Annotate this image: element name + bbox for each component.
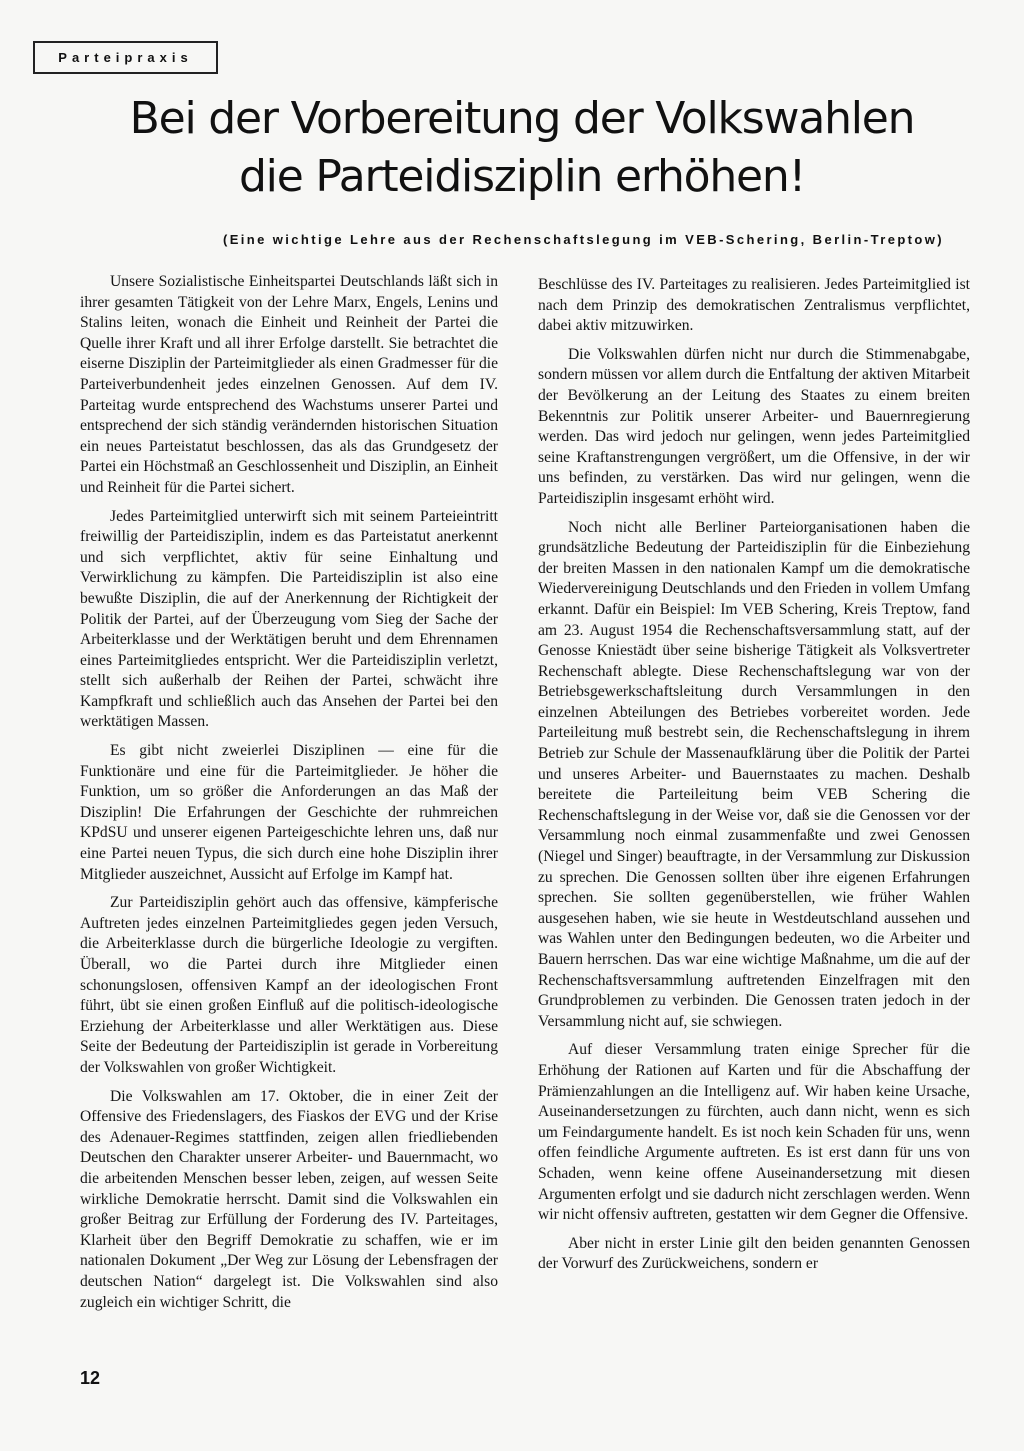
- title-line-1: Bei der Vorbereitung der Volkswahlen: [129, 93, 915, 144]
- paragraph: Beschlüsse des IV. Parteitages zu realisieren. Jedes Parteimitglied ist nach dem Prinzip des demokratischen Zentralismus verpflichtet, dabei aktiv mitzuwirken.: [538, 276, 970, 335]
- right-column: [538, 275, 970, 1283]
- article-subtitle: (Eine wichtige Lehre aus der Rechenschaftslegung im VEB-Schering, Berlin-Treptow): [222, 232, 944, 247]
- section-label: Parteipraxis: [33, 41, 218, 74]
- paragraph: Noch nicht alle Berliner Parteiorganisationen haben die grundsätzliche Bedeutung der Parteidisziplin für die Einbeziehung der breiten Massen in den nationalen Kampf um die demokratische Wiedervereinigung Deutschlands und den Frieden in vollem Umfang erkannt. Dafür ein Beispiel: Im VEB Schering, Kreis Treptow, fand am 23. August 1954 die Rechenschaftsversammlung statt, auf der Genosse Kniestädt über seine bisherige Tätigkeit als Volksvertreter Rechenschaft ablegte. Diese Rechenschaftslegung war von der Betriebsgewerkschaftsleitung durch Versammlungen in den einzelnen Abteilungen des Betriebes vorbereitet worden. Jede Parteileitung muß bestrebt sein, die Rechenschaftslegung in ihrem Betrieb zur Schule der Massenaufklärung über die Politik der Partei und unseres Arbeiter- und Bauernstaates zu machen. Deshalb bereitete die Parteileitung beim VEB Schering die Rechenschaftslegung in der Weise vor, daß sie die Genossen vor der Versammlung noch einmal zusammenfaßte und zwei Genossen (Niegel und Singer) beauftragte, in der Versammlung zur Diskussion zu sprechen. Die Genossen sollten über ihre eigenen Erfahrungen sprechen. Sie sollten gegenüberstellen, wie früher Wahlen ausgesehen haben, wie sie heute in Westdeutschland aussehen und was Wahlen unter den Bedingungen bedeuten, wo die Arbeiter und Bauern herrschen. Das war eine wichtige Maßnahme, um die auf der Rechenschaftsversammlung auftretenden Einzelfragen mit den Grundproblemen zu verbinden. Die Genossen traten jedoch in der Versammlung nicht auf, sie schwiegen.: [538, 518, 970, 1030]
- article-title: [60, 90, 984, 206]
- paragraph: Es gibt nicht zweierlei Disziplinen — eine für die Funktionäre und eine für die Parteimitglieder. Je höher die Funktion, um so größer die Anforderungen an das Maß der Disziplin! Die Erfahrungen der Geschichte der ruhmreichen KPdSU und unserer eigenen Parteigeschichte lehren uns, daß nur eine Partei neuen Typus, die sich durch eine hohe Disziplin ihrer Mitglieder auszeichnet, Aussicht auf Erfolge im Kampf hat.: [80, 742, 498, 883]
- paragraph: Die Volkswahlen dürfen nicht nur durch die Stimmenabgabe, sondern müssen vor allem durch die Entfaltung der aktiven Mitarbeit der Bevölkerung an der Leitung des Staates zu einem breiten Bekenntnis zur Politik unserer Arbeiter- und Bauernregierung werden. Das wird jedoch nur gelingen, wenn jedes Parteimitglied seine Kraftanstrengungen vergrößert, um die Offensive, in der wir uns befinden, zu verstärken. Das wird nur gelingen, wenn die Parteidisziplin insgesamt erhöht wird.: [538, 345, 970, 507]
- paragraph: Jedes Parteimitglied unterwirft sich mit seinem Parteieintritt freiwillig der Parteidisziplin, indem es das Parteistatut anerkennt und sich verpflichtet, aktiv für seine Einhaltung und Verwirklichung zu kämpfen. Die Parteidisziplin ist also eine bewußte Disziplin, die auf der Anerkennung der Richtigkeit der Politik der Partei, auf der Überzeugung vom Sieg der Sache der Arbeiterklasse und der Werktätigen beruht und dem Ehrennamen eines Parteimitgliedes entspricht. Wer die Parteidisziplin verletzt, stellt sich außerhalb der Reihen der Partei, schwächt ihre Kampfkraft und schließlich auch das Ansehen der Partei bei den werktätigen Massen.: [80, 507, 498, 731]
- left-column: [80, 272, 498, 1321]
- page-number: 12: [80, 1368, 101, 1388]
- paragraph: Aber nicht in erster Linie gilt den beiden genannten Genossen der Vorwurf des Zurückweichens, sondern er: [538, 1234, 970, 1273]
- paragraph: Unsere Sozialistische Einheitspartei Deutschlands läßt sich in ihrer gesamten Tätigkeit von der Lehre Marx, Engels, Lenins und Stalins leiten, wonach die Einheit und Reinheit der Partei die Quelle ihrer Kraft und all ihrer Erfolge darstellt. Sie betrachtet die eiserne Disziplin der Parteimitglieder als einen Gradmesser für die Parteiverbundenheit jedes einzelnen Genossen. Auf dem IV. Parteitag wurde entsprechend des Wachstums unserer Partei und entsprechend der sich ständig verändernden historischen Situation ein neues Parteistatut beschlossen, das als das Grundgesetz der Partei ein Höchstmaß an Geschlossenheit und Disziplin, an Einheit und Reinheit für die Partei sichert.: [80, 273, 498, 496]
- paragraph: Die Volkswahlen am 17. Oktober, die in einer Zeit der Offensive des Friedenslagers, des Fiaskos der EVG und der Krise des Adenauer-Regimes stattfinden, zeigen allen friedliebenden Deutschen den Charakter unserer Arbeiter- und Bauernmacht, wo die arbeitenden Menschen besser leben, zeigen, auf wessen Seite wirkliche Demokratie herrscht. Damit sind die Volkswahlen ein großer Beitrag zur Erfüllung der Forderung des IV. Parteitages, Klarheit über den Begriff Demokratie zu schaffen, wie er im nationalen Dokument „Der Weg zur Lösung der Lebensfragen der deutschen Nation“ dargelegt ist. Die Volkswahlen sind also zugleich ein wichtiger Schritt, die: [80, 1087, 498, 1311]
- title-line-2: die Parteidisziplin erhöhen!: [238, 151, 806, 202]
- paragraph: Auf dieser Versammlung traten einige Sprecher für die Erhöhung der Rationen auf Karten und für die Abschaffung der Prämienzahlungen an die Intelligenz auf. Wir haben keine Ursache, Auseinandersetzungen zu fürchten, auch dann nicht, wenn es sich um Feindargumente handelt. Es ist noch kein Schaden für uns, wenn offen feindliche Argumente auftreten. Es ist erst dann für uns von Schaden, wenn keine offene Auseinandersetzung mit diesen Argumenten erfolgt und sie dadurch nicht zerschlagen werden. Wenn wir nicht offensiv auftreten, gestatten wir dem Gegner die Offensive.: [538, 1041, 970, 1224]
- paragraph: Zur Parteidisziplin gehört auch das offensive, kämpferische Auftreten jedes einzelnen Parteimitgliedes gegen jeden Versuch, die Arbeiterklasse durch die bürgerliche Ideologie zu vergiften. Überall, wo die Partei durch ihre Mitglieder einen schonungslosen, offensiven Kampf an der ideologischen Front führt, übt sie einen großen Einfluß auf die politisch-ideologische Erziehung der Arbeiterklasse und aller Werktätigen aus. Diese Seite der Bedeutung der Parteidisziplin ist gerade in Vorbereitung der Volkswahlen von großer Wichtigkeit.: [80, 894, 498, 1076]
